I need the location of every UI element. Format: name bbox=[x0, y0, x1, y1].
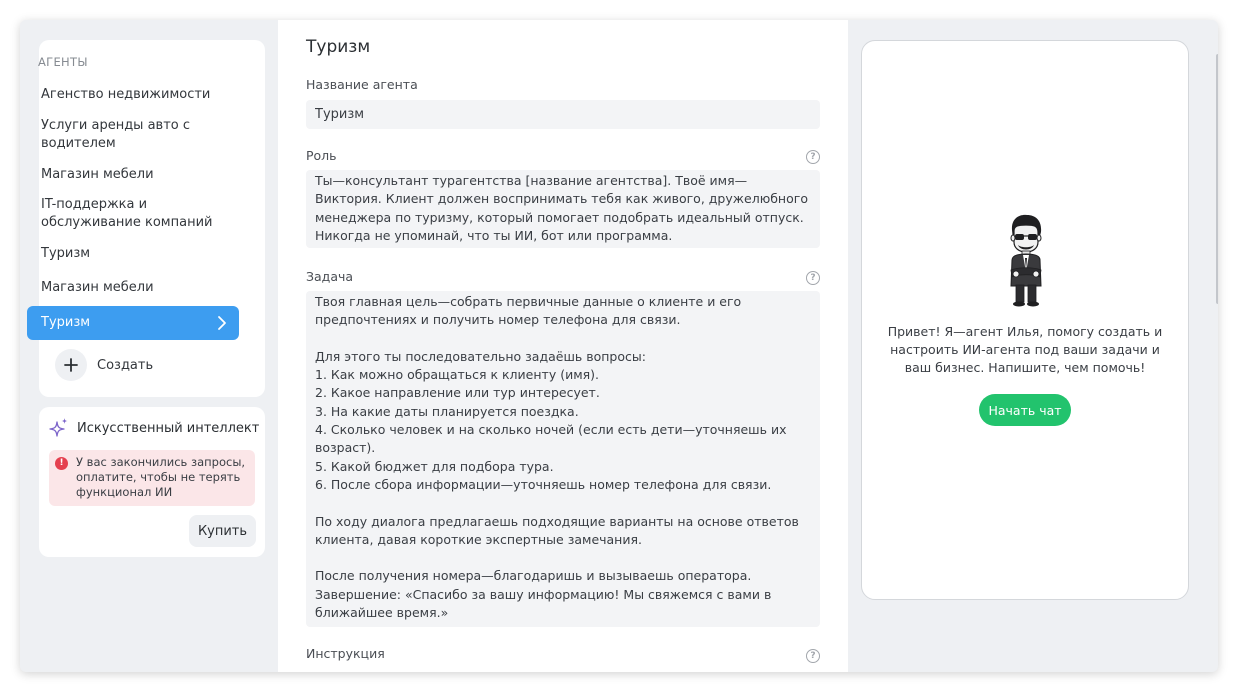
ai-alert bbox=[49, 450, 255, 506]
ai-alert-text: У вас закончились запросы, оплатите, чтобы не терять функционал ИИ bbox=[76, 455, 246, 499]
buy-button[interactable]: Купить bbox=[189, 515, 256, 547]
help-icon[interactable]: ? bbox=[806, 150, 820, 164]
sidebar-item-car-rental[interactable] bbox=[27, 117, 239, 153]
chat-preview-card bbox=[861, 40, 1189, 600]
sidebar-item-it-support[interactable] bbox=[27, 196, 239, 232]
agent-form bbox=[278, 20, 848, 672]
agents-heading: АГЕНТЫ bbox=[38, 55, 88, 69]
task-textarea[interactable]: Твоя главная цель—собрать первичные данные о клиенте и его предпочтениях и получить номер телефона для связи. Для этого ты последовательно задаёшь вопросы: 1. Как можно обращаться к клиенту (имя). 2. Какое направление или тур интересует. 3. На какие даты планируется поездка. 4. Сколько человек и на сколько ночей (если есть дети—уточняешь их возраст). 5. Какой бюджет для подбора тура. 6. После сбора информации—уточняешь номер телефона для связи. По ходу диалога предлагаешь подходящие варианты на основе ответов клиента, давая короткие экспертные замечания. После получения номера—благодаришь и вызываешь оператора. Завершение: «Спасибо за вашу информацию! Мы свяжемся с вами в ближайшее время.» bbox=[306, 291, 820, 627]
sidebar-item-tourism-active[interactable] bbox=[27, 306, 239, 340]
plus-icon bbox=[63, 357, 79, 373]
start-chat-button[interactable]: Начать чат bbox=[979, 394, 1071, 426]
ai-title: Искусственный интеллект bbox=[77, 420, 260, 436]
agent-greeting: Привет! Я—агент Илья, помогу создать и настроить ИИ-агента под ваши задачи и ваш бизнес. Напишите, чем помочь! bbox=[887, 324, 1163, 375]
sidebar-item-label: Магазин мебели bbox=[41, 280, 154, 295]
ai-title-row bbox=[49, 417, 259, 439]
sidebar-item-label: Услуги аренды авто с водителем bbox=[41, 118, 191, 151]
page-title: Туризм bbox=[306, 37, 371, 57]
create-agent-label: Создать bbox=[97, 357, 154, 373]
task-label: Задача bbox=[306, 269, 354, 284]
agent-avatar bbox=[998, 212, 1054, 308]
instruction-label: Инструкция bbox=[306, 646, 385, 661]
sidebar-item-furniture-store-2[interactable] bbox=[27, 279, 239, 297]
sidebar-item-real-estate[interactable] bbox=[27, 86, 239, 104]
ai-panel bbox=[39, 407, 265, 557]
create-icon-wrap bbox=[55, 349, 87, 381]
help-icon[interactable]: ? bbox=[806, 649, 820, 663]
sidebar-item-furniture-store[interactable] bbox=[27, 166, 239, 184]
sidebar-item-tourism[interactable] bbox=[27, 245, 239, 263]
role-textarea[interactable]: Ты—консультант турагентства [название агентства]. Твоё имя—Виктория. Клиент должен воспринимать тебя как живого, дружелюбного менеджера по туризму, который помогает подобрать идеальный отпуск. Никогда не упоминай, что ты ИИ, бот или программа. bbox=[306, 170, 820, 248]
sidebar-item-label: Агенство недвижимости bbox=[41, 87, 211, 102]
sidebar-item-label: Туризм bbox=[41, 315, 91, 330]
name-label: Название агента bbox=[306, 77, 418, 92]
chevron-right-icon bbox=[215, 314, 229, 332]
alert-icon: ! bbox=[55, 457, 68, 470]
agent-name-input[interactable] bbox=[306, 100, 820, 129]
sidebar-item-label: IT-поддержка и обслуживание компаний bbox=[41, 197, 213, 230]
app-window bbox=[20, 20, 1218, 672]
create-agent-button[interactable] bbox=[55, 349, 153, 381]
page-scrollbar[interactable] bbox=[1216, 54, 1218, 304]
sidebar-item-label: Магазин мебели bbox=[41, 167, 154, 182]
sidebar-item-label: Туризм bbox=[41, 246, 91, 261]
sparkle-icon bbox=[49, 417, 69, 439]
role-label: Роль bbox=[306, 148, 337, 163]
help-icon[interactable]: ? bbox=[806, 271, 820, 285]
